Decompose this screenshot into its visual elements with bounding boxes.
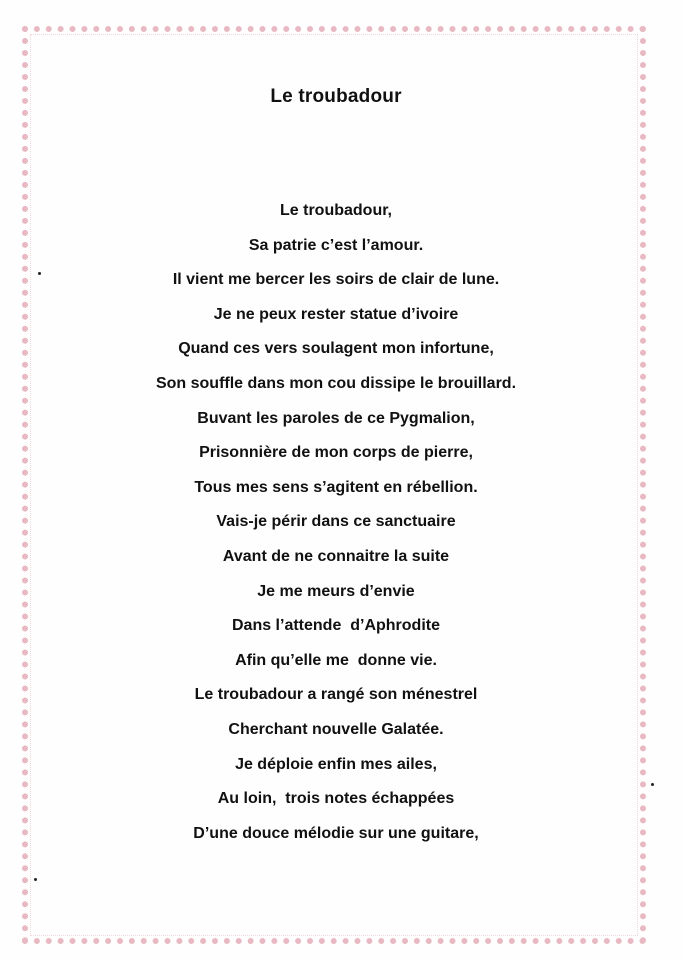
poem-line: Son souffle dans mon cou dissipe le brouillard.	[155, 374, 517, 392]
poem-line: Le troubadour,	[280, 202, 392, 219]
poem-title: Le troubadour	[270, 86, 402, 107]
poem-line: Au loin, trois notes échappées	[217, 790, 455, 808]
poem-line: Je ne peux rester statue d’ivoire	[213, 305, 459, 323]
scan-speck	[651, 783, 654, 786]
poem-line: Prisonnière de mon corps de pierre,	[199, 444, 473, 462]
poem-line: Vais-je périr dans ce sanctuaire	[216, 513, 456, 531]
scan-speck	[34, 878, 37, 881]
poem-line: Il vient me bercer les soirs de clair de lune.	[172, 271, 500, 289]
poem-line: Buvant les paroles de ce Pygmalion,	[197, 409, 475, 427]
poem-line: Sa patrie c’est l’amour.	[248, 236, 424, 254]
poem-line: Cherchant nouvelle Galatée.	[228, 720, 444, 738]
poem-line: Afin qu’elle me donne vie.	[235, 651, 437, 669]
poem-line: Je déploie enfin mes ailes,	[235, 755, 437, 773]
poem-line: Le troubadour a rangé son ménestrel	[194, 686, 478, 704]
poem-line: Dans l’attende d’Aphrodite	[231, 617, 440, 635]
poem-line: Avant de ne connaitre la suite	[222, 547, 450, 565]
poem-line: Tous mes sens s’agitent en rébellion.	[194, 478, 478, 496]
poem-line: D’une douce mélodie sur une guitare,	[193, 824, 479, 842]
poem-line: Je me meurs d’envie	[257, 582, 415, 600]
poem-line: Quand ces vers soulagent mon infortune,	[178, 340, 494, 358]
scan-speck	[38, 272, 41, 275]
poem-body	[0, 199, 672, 856]
